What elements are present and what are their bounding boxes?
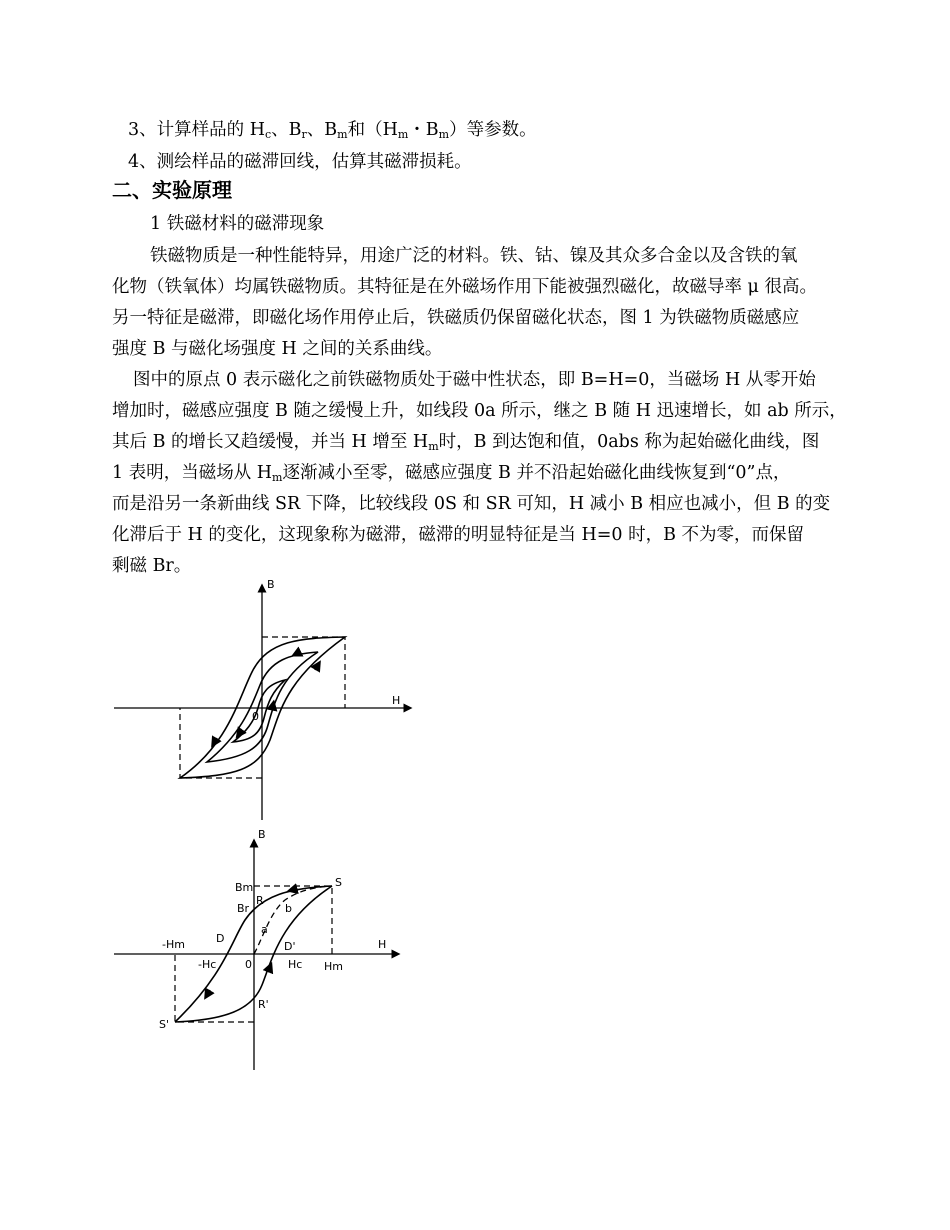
hysteresis-figure-nested [114,588,408,820]
figure-top-arrow-1 [296,652,300,654]
figure-top-outer-loop [180,637,345,778]
figure-bottom-br-label: Br [237,902,250,915]
figure-bottom-rprime-label: R' [258,998,269,1011]
figure-bottom-initial-curve [254,886,332,954]
paragraph2-line7: 剩磁 Br。 [112,556,192,576]
figure-bottom-neg-hm-label: -Hm [162,938,185,951]
figure-bottom-hm-label: Hm [324,960,343,973]
figure-bottom-zero-label: 0 [245,958,252,971]
figure-bottom-arrow-3 [268,967,270,972]
figure-bottom-s-label: S [335,876,342,889]
figure-bottom-lower-branch [175,886,332,1022]
paragraph1-line1: 铁磁物质是一种性能特异，用途广泛的材料。铁、钴、镍及其众多合金以及含铁的氧 [150,246,798,266]
paragraph1-line4: 强度 B 与磁化场强度 H 之间的关系曲线。 [112,339,443,359]
figure-bottom-b-point-label: b [285,902,292,915]
paragraph2-line5: 而是沿另一条新曲线 SR 下降，比较线段 0S 和 SR 可知，H 减小 B 相应也减小，但 B 的变 [112,494,831,514]
objective-item-3: 3、计算样品的 $H_c$、$B_r$、$B_m$和（$H_m$・$B_m$）等参数。 [128,120,537,141]
figure-bottom-h-label: H [378,938,387,951]
paragraph2-line1: 图中的原点 0 表示磁化之前铁磁物质处于磁中性状态，即 B=H=0，当磁场 H 从零开始 [133,370,816,390]
figure-bottom-a-label: a [261,923,268,936]
figure-bottom-arrow-1 [292,889,296,890]
objective-item-4: 4、测绘样品的磁滞回线，估算其磁滞损耗。 [128,152,472,172]
figure-bottom-d-label: D [216,932,225,945]
figure-bottom-upper-branch [175,886,332,1022]
figure-bottom-hc-label: Hc [288,958,303,971]
figure-bottom-arrow-2 [207,990,210,995]
figure-top-arrow-5 [272,705,273,710]
section-heading: 二、实验原理 [112,178,232,202]
figure-bottom-sprime-label: S' [159,1018,170,1031]
figure-top-dash-lower [180,708,262,778]
paragraph2-line6: 化滞后于 H 的变化，这现象称为磁滞，磁滞的明显特征是当 H=0 时，B 不为零，而保留 [112,525,804,545]
paragraph1-line2: 化物（铁氧体）均属铁磁物质。其特征是在外磁场作用下能被强烈磁化，故磁导率 μ 很高。 [112,277,817,297]
figure-top-h-label: H [392,694,401,707]
figure-top-dash-upper [262,637,345,708]
subsection-heading: 1 铁磁材料的磁滞现象 [150,214,325,234]
figure-bottom-b-label: B [258,828,266,841]
figure-bottom-dash-lower [175,954,254,1022]
paragraph1-line3: 另一特征是磁滞，即磁化场作用停止后，铁磁质仍保留磁化状态，图 1 为铁磁物质磁感应 [112,308,800,328]
paragraph2-line4: 1 表明，当磁场从 $H_m$逐渐减小至零，磁感应强度 B 并不沿起始磁化曲线恢复到“0”点， [112,463,791,484]
figure-top-arrow-3 [315,665,318,670]
figure-top-b-label: B [267,578,275,591]
figure-top-arrow-2 [214,738,217,743]
figure-bottom-neg-hc-label: -Hc [198,958,217,971]
figure-bottom-dprime-label: D' [284,940,296,953]
figure-top-inner-loop [233,680,285,742]
hysteresis-figure-labeled [114,843,396,1070]
figure-top-origin-label: 0 [252,710,259,723]
paragraph2-line2: 增加时，磁感应强度 B 随之缓慢上升，如线段 0a 所示，继之 B 随 H 迅速增长，如 ab 所示， [112,401,847,421]
figure-bottom-bm-label: Bm [235,881,254,894]
figure-bottom-dash-upper [254,886,332,954]
paragraph2-line3: 其后 B 的增长又趋缓慢，并当 H 增至 $H_m$时，B 到达饱和值，0abs 称为起始磁化曲线，图 [112,432,820,453]
figure-top-middle-loop [207,652,318,762]
figure-bottom-r-label: R [256,894,264,907]
figure-top-arrow-4 [239,730,242,734]
